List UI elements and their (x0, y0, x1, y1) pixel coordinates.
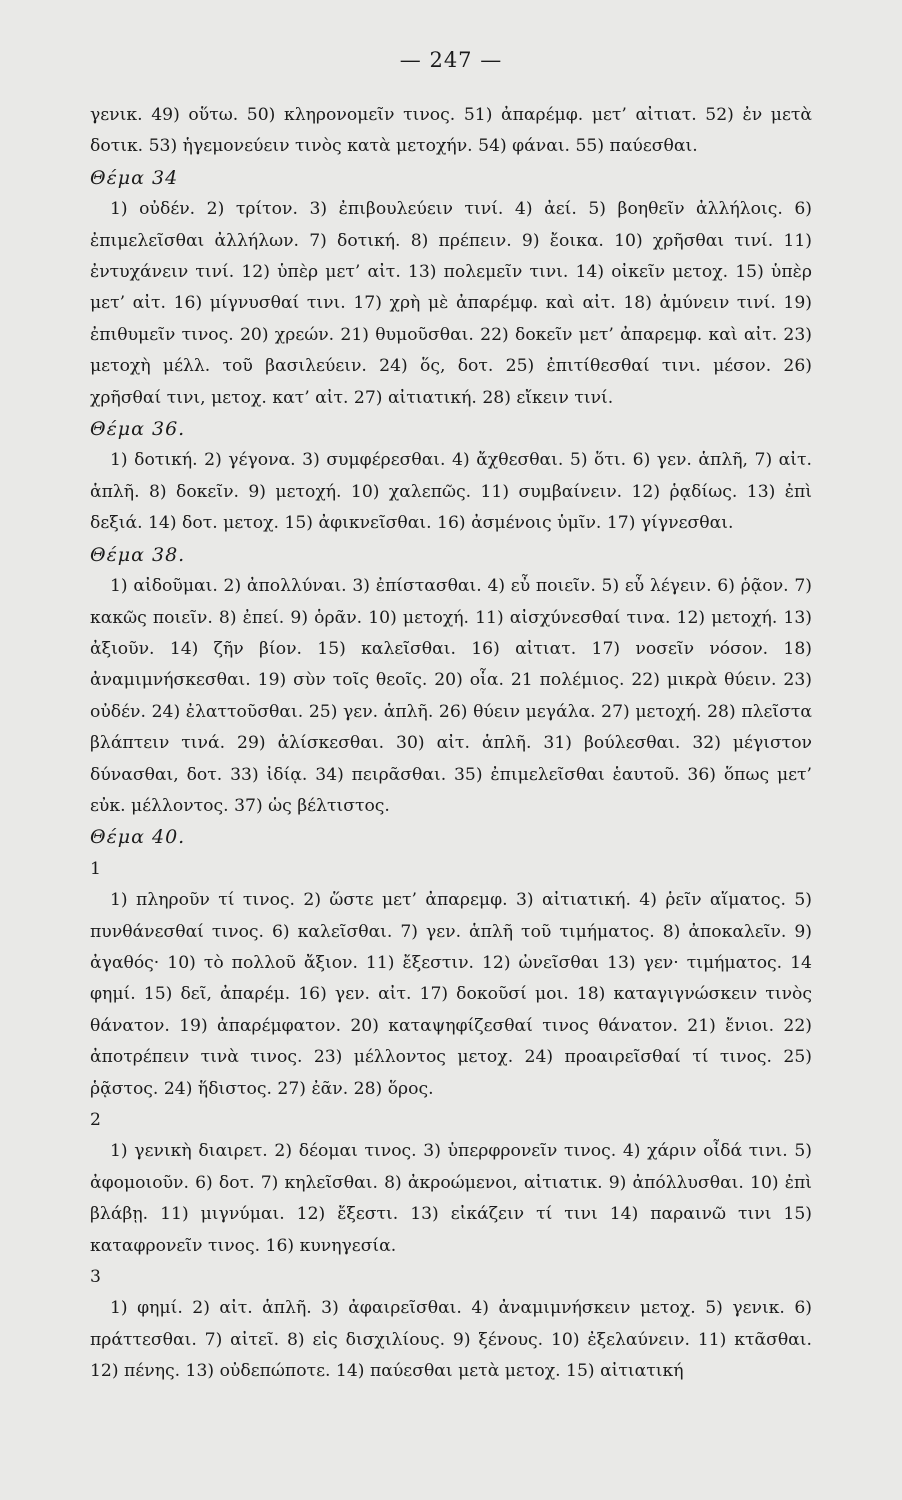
subsection-text-2: 1) γενικὴ διαιρετ. 2) δέομαι τινος. 3) ὑπερφρονεῖν τινος. 4) χάριν οἶδά τινι. 5) ἀφομοιοῦν. 6) δοτ. 7) κηλεῖσθαι. 8) ἀκροώμενοι, αἰτιατικ. 9) ἀπόλλυσθαι. 10) ἐπὶ βλάβῃ. 11) μιγνύμαι. 12) ἔξεστι. 13) εἰκάζειν τί τινι 14) παραινῶ τινι 15) καταφρονεῖν τινος. 16) κυνηγεσία. (90, 1141, 812, 1256)
section-text-36: 1) δοτική. 2) γέγονα. 3) συμφέρεσθαι. 4) ἄχθεσθαι. 5) ὅτι. 6) γεν. ἁπλῆ, 7) αἰτ. ἁπλῆ. 8) δοκεῖν. 9) μετοχή. 10) χαλεπῶς. 11) συμβαίνειν. 12) ῥᾳδίως. 13) ἐπὶ δεξιά. 14) δοτ. μετοχ. 15) ἀφικνεῖσθαι. 16) ἀσμένοις ὑμῖν. 17) γίγνεσθαι. (90, 450, 812, 534)
section-heading-34: Θέμα 34 (90, 166, 179, 189)
section-text-34: 1) οὐδέν. 2) τρίτον. 3) ἐπιβουλεύειν τινί. 4) ἀεί. 5) βοηθεῖν ἀλλήλοις. 6) ἐπιμελεῖσθαι ἀλλήλων. 7) δοτική. 8) πρέπειν. 9) ἔοικα. 10) χρῆσθαι τινί. 11) ἐντυχάνειν τινί. 12) ὑπὲρ μετ’ αἰτ. 13) πολεμεῖν τινι. 14) οἰκεῖν μετοχ. 15) ὑπὲρ μετ’ αἰτ. 16) μίγνυσθαί τινι. 17) χρὴ μὲ ἀπαρέμφ. καὶ αἰτ. 18) ἀμύνειν τινί. 19) ἐπιθυμεῖν τινος. 20) χρεών. 21) θυμοῦσθαι. 22) δοκεῖν μετ’ ἀπαρεμφ. καὶ αἰτ. 23) μετοχὴ μέλλ. τοῦ βασιλεύειν. 24) ὅς, δοτ. 25) ἐπιτίθεσθαί τινι. μέσον. 26) χρῆσθαί τινι, μετοχ. κατ’ αἰτ. 27) αἰτιατική. 28) εἴκειν τινί. (90, 199, 812, 408)
subsection-number-3: 3 (90, 1267, 101, 1288)
subsection-text-1: 1) πληροῦν τί τινος. 2) ὥστε μετ’ ἀπαρεμφ. 3) αἰτιατική. 4) ῥεῖν αἵματος. 5) πυνθάνεσθαί τινος. 6) καλεῖσθαι. 7) γεν. ἁπλῆ τοῦ τιμήματος. 8) ἀποκαλεῖν. 9) ἀγαθός· 10) τὸ πολλοῦ ἄξιον. 11) ἔξεστιν. 12) ὠνεῖσθαι 13) γεν· τιμήματος. 14 φημί. 15) δεῖ, ἀπαρέμ. 16) γεν. αἰτ. 17) δοκοῦσί μοι. 18) καταγιγνώσκειν τινὸς θάνατον. 19) ἀπαρέμφατον. 20) καταψηφίζεσθαί τινος θάνατον. 21) ἔνιοι. 22) ἀποτρέπειν τινὰ τινος. 23) μέλλοντος μετοχ. 24) προαιρεῖσθαί τί τινος. 25) ῥᾷστος. 24) ἥδιστος. 27) ἐᾶν. 28) ὅρος. (90, 890, 812, 1099)
intro-paragraph: γενικ. 49) οὕτω. 50) κληρονομεῖν τινος. 51) ἀπαρέμφ. μετ’ αἰτιατ. 52) ἐν μετὰ δοτικ. 53) ἡγεμονεύειν τινὸς κατὰ μετοχήν. 54) φάναι. 55) παύεσθαι. (90, 105, 812, 157)
subsection-number-2: 2 (90, 1110, 101, 1130)
page-content (90, 100, 812, 1388)
page-number: — 247 — (399, 48, 503, 72)
section-text-38: 1) αἰδοῦμαι. 2) ἀπολλύναι. 3) ἐπίστασθαι. 4) εὖ ποιεῖν. 5) εὖ λέγειν. 6) ῥᾷον. 7) κακῶς ποιεῖν. 8) ἐπεί. 9) ὁρᾶν. 10) μετοχή. 11) αἰσχύνεσθαί τινα. 12) μετοχή. 13) ἀξιοῦν. 14) ζῆν βίον. 15) καλεῖσθαι. 16) αἰτιατ. 17) νοσεῖν νόσον. 18) ἀναμιμνήσκεσθαι. 19) σὺν τοῖς θεοῖς. 20) οἷα. 21 πολέμιος. 22) μικρὰ θύειν. 23) οὐδέν. 24) ἐλαττοῦσθαι. 25) γεν. ἁπλῆ. 26) θύειν μεγάλα. 27) μετοχή. 28) πλεῖστα βλάπτειν τινά. 29) ἁλίσκεσθαι. 30) αἰτ. ἁπλῆ. 31) βούλεσθαι. 32) μέγιστον δύνασθαι, δοτ. 33) ἰδίᾳ. 34) πειρᾶσθαι. 35) ἐπιμελεῖσθαι ἑαυτοῦ. 36) ὅπως μετ’ εὐκ. μέλλοντος. 37) ὡς βέλτιστος. (90, 576, 812, 816)
section-heading-38: Θέμα 38. (90, 543, 186, 566)
subsection-number-1: 1 (90, 858, 101, 879)
subsection-text-3: 1) φημί. 2) αἰτ. ἁπλῆ. 3) ἀφαιρεῖσθαι. 4) ἀναμιμνήσκειν μετοχ. 5) γενικ. 6) πράττεσθαι. 7) αἰτεῖ. 8) εἰς δισχιλίους. 9) ξένους. 10) ἐξελαύνειν. 11) κτᾶσθαι. 12) πένης. 13) οὐδεπώποτε. 14) παύεσθαι μετὰ μετοχ. 15) αἰτιατική (90, 1298, 812, 1382)
section-heading-40: Θέμα 40. (90, 826, 186, 849)
section-heading-36: Θέμα 36. (90, 418, 186, 441)
